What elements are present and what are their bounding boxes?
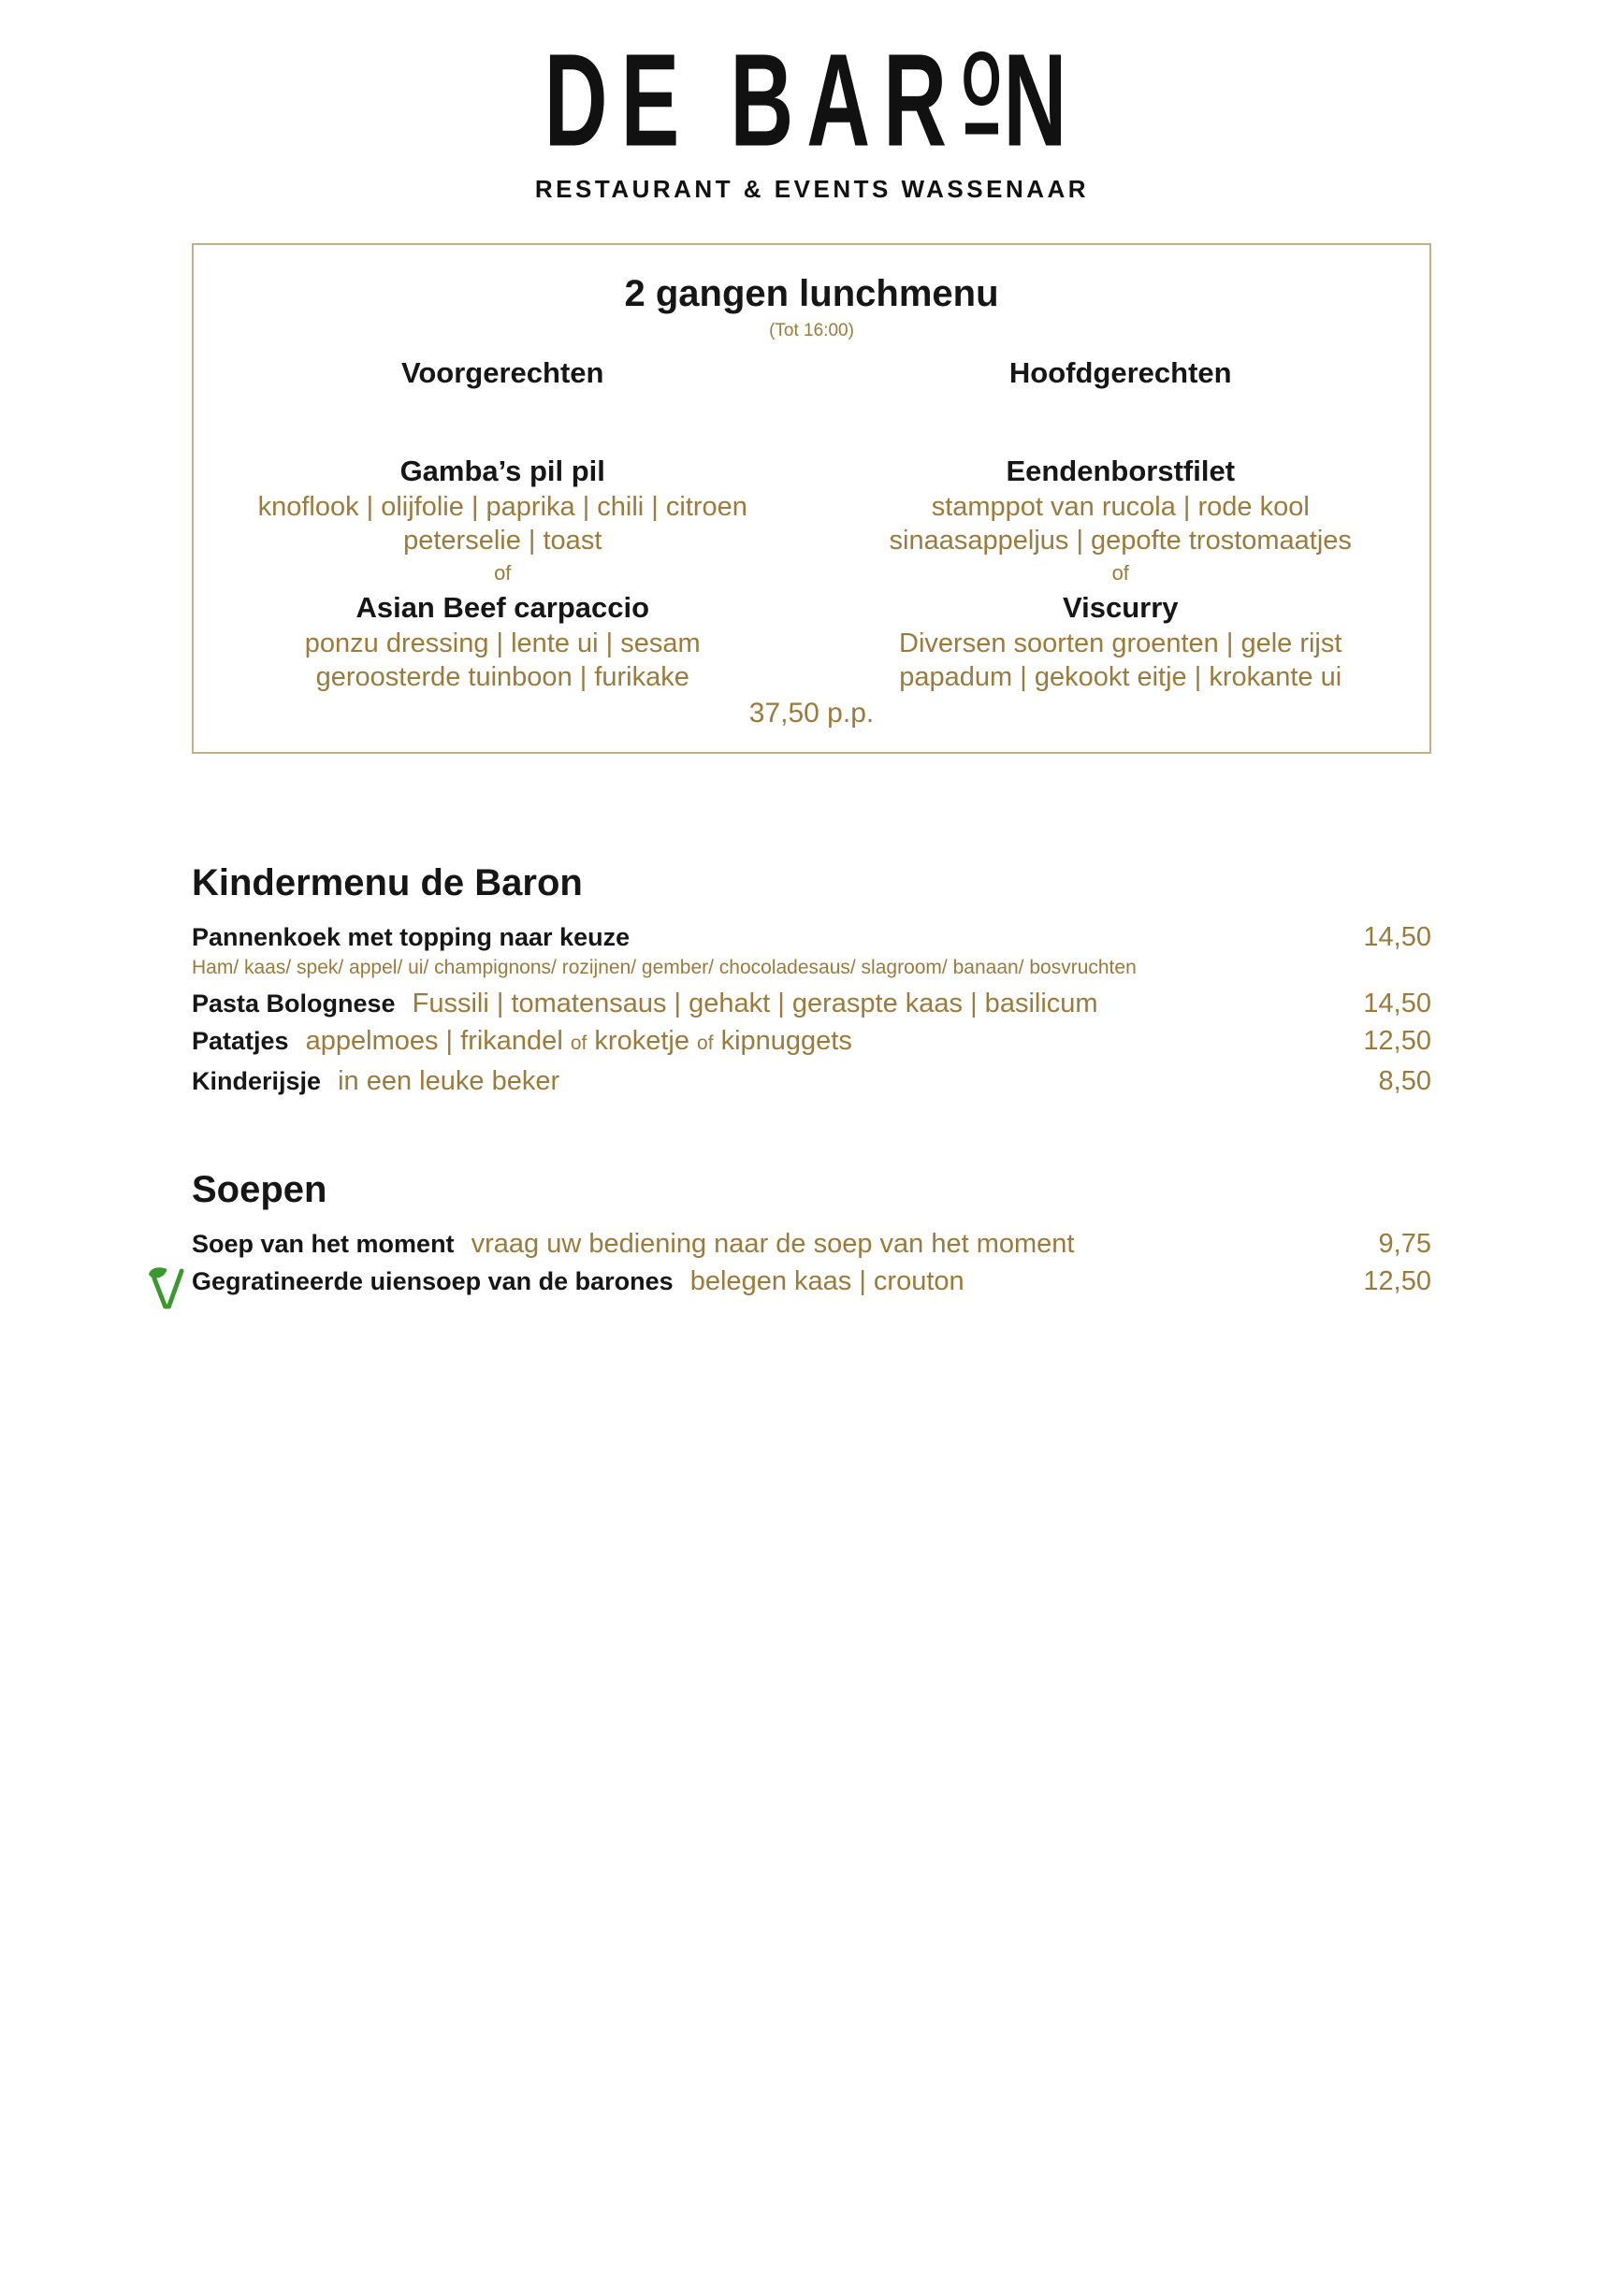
mains-column [812, 355, 1430, 694]
menu-item-subrow [192, 952, 1431, 983]
brand-header [0, 26, 1624, 204]
menu-item-row [192, 918, 1431, 956]
item-description: vraag uw bediening naar de soep van het moment [471, 1229, 1075, 1259]
dish-name: Viscurry [1062, 591, 1179, 624]
dish-ingredients: peterselie | toast [403, 526, 602, 556]
item-name: Kinderijsje [192, 1067, 322, 1095]
item-text [192, 1062, 559, 1100]
starters-header: Voorgerechten [401, 356, 604, 389]
menu-item-row [192, 985, 1431, 1022]
lunch-columns [194, 355, 1429, 694]
item-toppings: Ham/ kaas/ spek/ appel/ ui/ champignons/ rozijnen/ gember/ chocoladesaus/ slagroom/ banaan/ bosvruchten [192, 957, 1137, 978]
menu-item-row [192, 1263, 1431, 1300]
lunch-menu-box [192, 243, 1431, 754]
soups-section [192, 1167, 1431, 1300]
item-price: 14,50 [1363, 989, 1431, 1018]
item-text [192, 1022, 852, 1062]
item-price: 9,75 [1378, 1229, 1431, 1259]
lunch-subtitle: (Tot 16:00) [769, 321, 854, 340]
dish-name: Gamba’s pil pil [399, 455, 605, 487]
item-name: Gegratineerde uiensoep van de barones [192, 1267, 674, 1295]
or-label: of [494, 561, 512, 585]
mains-dishes [812, 453, 1430, 694]
item-text [192, 985, 1098, 1022]
logo-o: O [962, 36, 1002, 122]
item-price: 12,50 [1363, 1026, 1431, 1056]
starters-dishes [194, 453, 812, 694]
brand-tagline: RESTAURANT & EVENTS WASSENAAR [534, 174, 1090, 203]
dish-ingredients: geroosterde tuinboon | furikake [315, 662, 689, 692]
menu-item-row [192, 1022, 1431, 1062]
starters-column [194, 355, 812, 694]
item-name: Patatjes [192, 1027, 289, 1055]
or-label: of [1111, 561, 1129, 585]
or-label: of [697, 1032, 714, 1054]
item-price: 14,50 [1363, 922, 1431, 952]
kids-menu-section [192, 860, 1431, 1100]
item-text [192, 918, 630, 956]
item-description: kipnuggets [720, 1026, 852, 1056]
kids-heading: Kindermenu de Baron [192, 862, 583, 903]
dish-name: Eendenborstfilet [1006, 455, 1236, 487]
dish-ingredients: Diversen soorten groenten | gele rijst [899, 628, 1342, 658]
item-name: Pasta Bolognese [192, 989, 396, 1018]
logo-text-prefix: DE BAR [544, 26, 961, 174]
lunch-price: 37,50 p.p. [748, 698, 875, 729]
or-label: of [570, 1032, 587, 1054]
dish-ingredients: sinaasappeljus | gepofte trostomaatjes [889, 526, 1352, 556]
lunch-title: 2 gangen lunchmenu [624, 273, 999, 314]
item-text [192, 1225, 1074, 1263]
mains-header: Hoofdgerechten [1008, 356, 1232, 389]
item-price: 8,50 [1378, 1066, 1431, 1096]
item-text [192, 1263, 964, 1300]
item-description: kroketje [594, 1026, 689, 1056]
dish-ingredients: ponzu dressing | lente ui | sesam [304, 628, 701, 658]
dish-name: Asian Beef carpaccio [355, 591, 650, 624]
vegetarian-icon [147, 1266, 187, 1310]
soups-heading: Soepen [192, 1169, 327, 1210]
dish-ingredients: knoflook | olijfolie | paprika | chili | citroen [257, 492, 747, 522]
item-description: belegen kaas | crouton [689, 1266, 964, 1296]
baron-o-glyph [962, 36, 1002, 134]
item-name: Pannenkoek met topping naar keuze [192, 923, 631, 951]
logo-text-suffix: N [1003, 26, 1080, 174]
item-description: Fussili | tomatensaus | gehakt | geraspte kaas | basilicum [412, 989, 1098, 1018]
brand-logo [0, 26, 1624, 174]
item-description: in een leuke beker [338, 1066, 560, 1096]
item-description: appelmoes | frikandel [305, 1026, 563, 1056]
item-name: Soep van het moment [192, 1230, 455, 1258]
menu-item-row [192, 1225, 1431, 1263]
dish-ingredients: papadum | gekookt eitje | krokante ui [899, 662, 1342, 692]
dish-ingredients: stamppot van rucola | rode kool [931, 492, 1310, 522]
menu-item-row [192, 1062, 1431, 1100]
item-price: 12,50 [1363, 1266, 1431, 1296]
